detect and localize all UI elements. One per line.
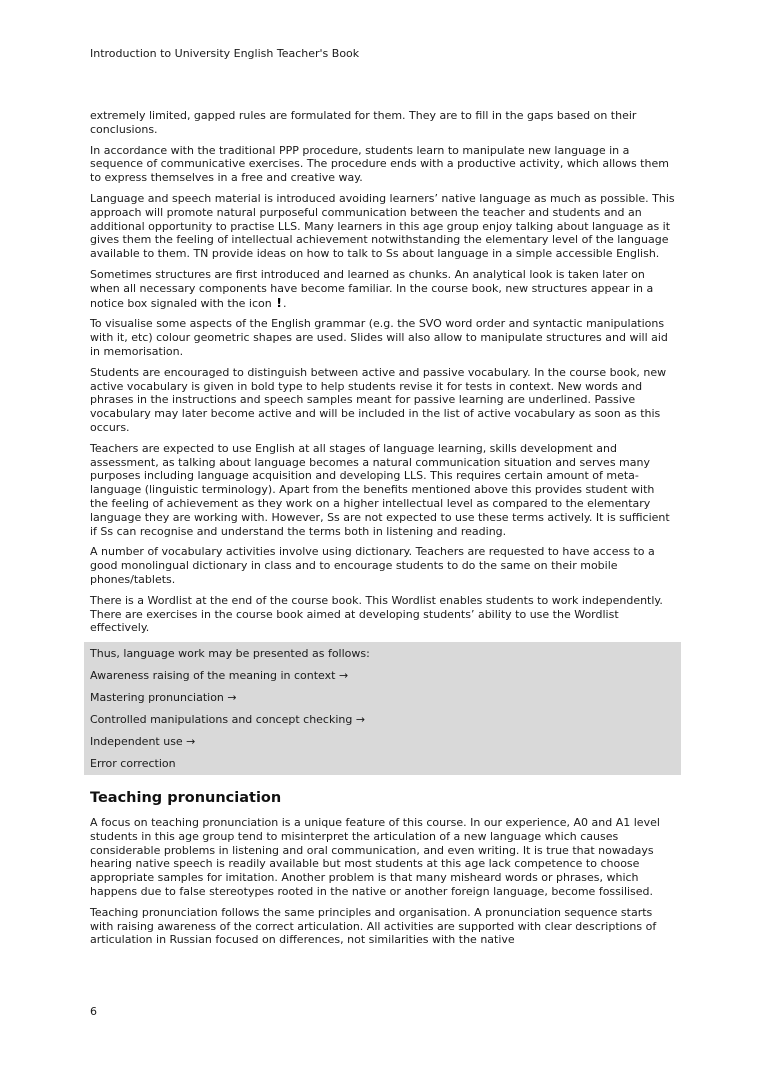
- page-header: Introduction to University English Teacher's Book: [90, 47, 360, 60]
- page-number: 6: [90, 1005, 97, 1018]
- highlight-line: Awareness raising of the meaning in context →: [90, 669, 349, 683]
- paragraph: Students are encouraged to distinguish between active and passive vocabulary. In the course book, new active vocabulary is given in bold type to help students revise it for tests in context. New words and phrases in the instructions and speech samples meant for passive learning are underlined. Passive vocabulary may later become active and will be included in the list of active vocabulary as soon as this occurs.: [90, 365, 667, 434]
- paragraph: A number of vocabulary activities involve using dictionary. Teachers are requested to have access to a good monolingual dictionary in class and to encourage students to do the same on their mobile phones/tablets.: [90, 545, 655, 586]
- paragraph: Language and speech material is introduced avoiding learners’ native language as much as possible. This approach will promote natural purposeful communication between the teacher and students and an additional opportunity to practise LLS. Many learners in this age group enjoy talking about language as it gives them the feeling of intellectual achievement notwithstanding the elementary level of the language available to them. TN provide ideas on how to talk to Ss about language in a simple accessible English.: [90, 191, 675, 261]
- paragraph-text: .: [282, 296, 287, 310]
- highlight-line: Error correction: [90, 757, 176, 771]
- document-body: [90, 109, 675, 947]
- exclamation-icon: !: [276, 294, 282, 310]
- highlight-line: Controlled manipulations and concept checking →: [90, 713, 366, 727]
- highlight-line: Mastering pronunciation →: [90, 691, 237, 705]
- language-work-highlight-block: [84, 642, 681, 775]
- section-heading-teaching-pronunciation: Teaching pronunciation: [90, 790, 282, 807]
- paragraph: extremely limited, gapped rules are formulated for them. They are to fill in the gaps based on their conclusions.: [90, 109, 637, 136]
- paragraph: A focus on teaching pronunciation is a unique feature of this course. In our experience, A0 and A1 level students in this age group tend to misinterpret the articulation of a new language which causes considerable problems in listening and oral communication, and even writing. It is true that nowadays hearing native speech is readily available but most students at this age lack competence to choose appropriate samples for imitation. Another problem is that many misheard words or phrases, which happens due to false stereotypes rooted in the native or another foreign language, become fossilised.: [90, 816, 660, 899]
- highlight-line: Independent use →: [90, 735, 196, 749]
- paragraph-with-notice-icon: [90, 268, 675, 310]
- paragraph: Teaching pronunciation follows the same principles and organisation. A pronunciation sequence starts with raising awareness of the correct articulation. All activities are supported with clear descriptions of articulation in Russian focused on differences, not similarities with the native: [90, 905, 657, 947]
- paragraph: Teachers are expected to use English at all stages of language learning, skills development and assessment, as talking about language becomes a natural communication situation and serves many purposes including language acquisition and developing LLS. This requires certain amount of meta-language (linguistic terminology). Apart from the benefits mentioned above this provides student with the feeling of achievement as they work on a higher intellectual level as compared to the elementary language they are working with. However, Ss are not expected to use these terms actively. It is sufficient if Ss can recognise and understand the terms both in listening and reading.: [90, 441, 670, 538]
- highlight-line: Thus, language work may be presented as follows:: [90, 647, 370, 661]
- paragraph: There is a Wordlist at the end of the course book. This Wordlist enables students to work independently. There are exercises in the course book aimed at developing students’ ability to use the Wordlist effectively.: [90, 593, 663, 635]
- paragraph: To visualise some aspects of the English grammar (e.g. the SVO word order and syntactic manipulations with it, etc) colour geometric shapes are used. Slides will also allow to manipulate structures and will aid in memorisation.: [90, 317, 668, 358]
- paragraph-text: Sometimes structures are first introduced and learned as chunks. An analytical look is taken later on when all necessary components have become familiar. In the course book, new structures appear in a notice box signaled with the icon: [90, 267, 654, 310]
- paragraph: In accordance with the traditional PPP procedure, students learn to manipulate new language in a sequence of communicative exercises. The procedure ends with a productive activity, which allows them to express themselves in a free and creative way.: [90, 143, 669, 185]
